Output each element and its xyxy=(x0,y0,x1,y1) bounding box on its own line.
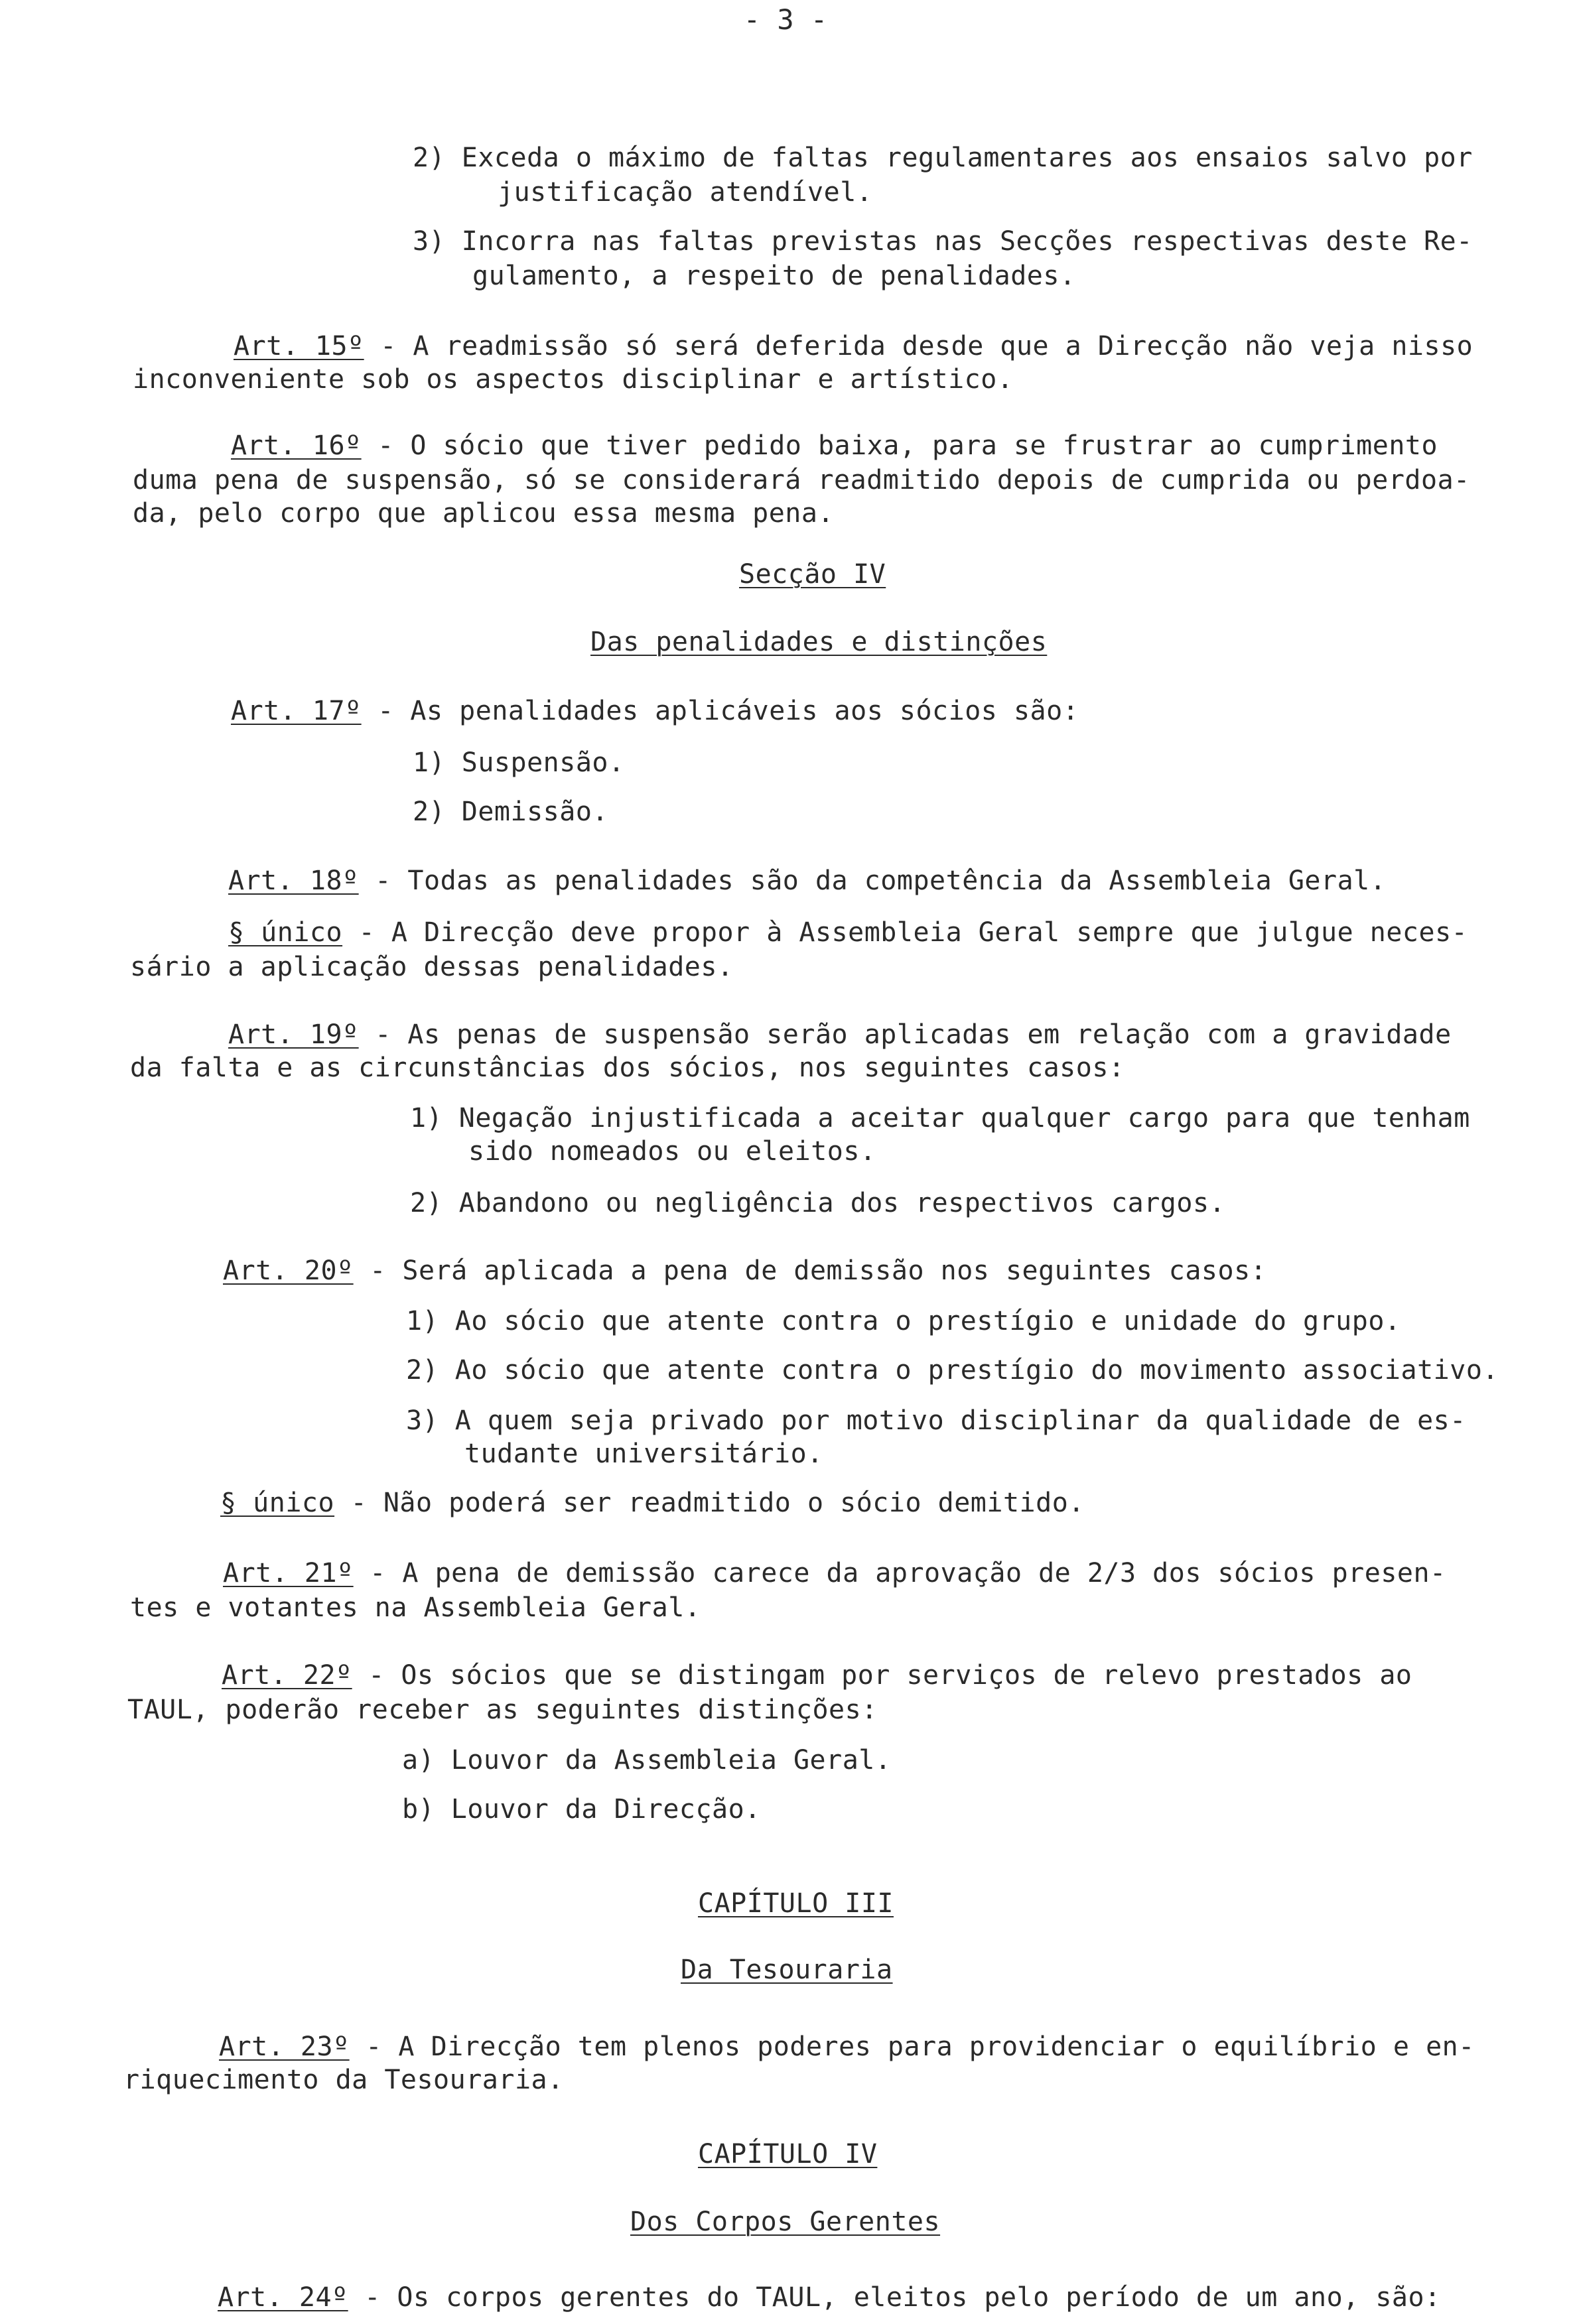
article-text: - A readmissão só será deferida desde que a Direcção não veja nisso xyxy=(364,331,1473,361)
article-15-continuation: inconveniente sob os aspectos disciplinar e artístico. xyxy=(133,364,1014,395)
article-label: Art. 21º xyxy=(223,1558,354,1588)
list-item: 3) Incorra nas faltas previstas nas Secções respectivas deste Re- xyxy=(413,226,1473,257)
article-22 xyxy=(222,1658,1412,1693)
chapter-subtitle: Dos Corpos Gerentes xyxy=(630,2207,941,2237)
chapter-title: CAPÍTULO III xyxy=(698,1888,894,1919)
list-item: b) Louvor da Direcção. xyxy=(402,1794,761,1825)
list-item: 2) Exceda o máximo de faltas regulamentares aos ensaios salvo por xyxy=(413,143,1473,173)
article-label: Art. 16º xyxy=(231,430,362,461)
article-22-continuation: TAUL, poderão receber as seguintes distinções: xyxy=(127,1695,878,1725)
article-15 xyxy=(234,329,1473,363)
article-text: - Os corpos gerentes do TAUL, eleitos pelo período de um ano, são: xyxy=(348,2282,1441,2313)
list-item: 2) Abandono ou negligência dos respectivos cargos. xyxy=(410,1188,1226,1218)
chapter-subtitle: Da Tesouraria xyxy=(681,1955,893,1985)
article-16-continuation: da, pelo corpo que aplicou essa mesma pena. xyxy=(133,498,835,529)
list-item: a) Louvor da Assembleia Geral. xyxy=(402,1745,892,1775)
list-item: 1) Negação injustificada a aceitar qualquer cargo para que tenham xyxy=(410,1103,1470,1133)
paragraph-label: § único xyxy=(220,1488,335,1518)
article-21 xyxy=(223,1556,1446,1590)
paragraph-text: - A Direcção deve propor à Assembleia Geral sempre que julgue neces- xyxy=(342,917,1468,948)
article-label: Art. 23º xyxy=(219,2032,350,2062)
list-item: 3) A quem seja privado por motivo disciplinar da qualidade de es- xyxy=(406,1405,1466,1436)
list-item-continuation: sido nomeados ou eleitos. xyxy=(468,1136,876,1167)
article-16-continuation: duma pena de suspensão, só se considerará readmitido depois de cumprida ou perdoa- xyxy=(133,465,1470,495)
section-subtitle: Das penalidades e distinções xyxy=(590,627,1048,657)
article-19 xyxy=(228,1017,1452,1052)
article-text: - As penalidades aplicáveis aos sócios são: xyxy=(361,696,1079,726)
article-label: Art. 24º xyxy=(218,2282,348,2313)
list-item-continuation: justificação atendível. xyxy=(498,177,873,208)
article-24 xyxy=(218,2280,1441,2315)
article-label: Art. 18º xyxy=(228,866,359,896)
article-label: Art. 20º xyxy=(223,1256,354,1286)
article-18-paragraph-continuation: sário a aplicação dessas penalidades. xyxy=(130,952,734,982)
paragraph-text: - Não poderá ser readmitido o sócio demitido. xyxy=(334,1488,1085,1518)
article-19-continuation: da falta e as circunstâncias dos sócios, nos seguintes casos: xyxy=(130,1053,1125,1083)
section-title: Secção IV xyxy=(739,559,886,590)
list-item: 1) Ao sócio que atente contra o prestígio e unidade do grupo. xyxy=(406,1306,1401,1336)
article-18 xyxy=(228,864,1386,898)
article-text: - A pena de demissão carece da aprovação de 2/3 dos sócios presen- xyxy=(353,1558,1446,1588)
list-item-continuation: tudante universitário. xyxy=(464,1439,823,1469)
list-item-continuation: gulamento, a respeito de penalidades. xyxy=(472,261,1076,291)
article-text: - Os sócios que se distingam por serviços de relevo prestados ao xyxy=(352,1660,1412,1691)
article-text: - O sócio que tiver pedido baixa, para se frustrar ao cumprimento xyxy=(361,430,1438,461)
page-number: - 3 - xyxy=(743,3,828,36)
list-item: 2) Demissão. xyxy=(413,797,608,827)
article-20-paragraph xyxy=(220,1486,1085,1520)
article-23 xyxy=(219,2030,1475,2064)
article-text: - A Direcção tem plenos poderes para providenciar o equilíbrio e en- xyxy=(349,2032,1475,2062)
article-text: - Todas as penalidades são da competência da Assembleia Geral. xyxy=(358,866,1387,896)
chapter-title: CAPÍTULO IV xyxy=(698,2139,878,2169)
list-item: 1) Suspensão. xyxy=(413,747,625,778)
article-20 xyxy=(223,1254,1266,1288)
article-text: - Será aplicada a pena de demissão nos seguintes casos: xyxy=(353,1256,1267,1286)
article-16 xyxy=(231,428,1438,463)
article-text: - As penas de suspensão serão aplicadas em relação com a gravidade xyxy=(358,1019,1452,1050)
article-23-continuation: riquecimento da Tesouraria. xyxy=(123,2065,564,2095)
article-label: Art. 17º xyxy=(231,696,362,726)
article-17 xyxy=(231,694,1079,728)
article-label: Art. 19º xyxy=(228,1019,359,1050)
article-label: Art. 15º xyxy=(234,331,364,361)
paragraph-label: § único xyxy=(228,917,343,948)
article-18-paragraph xyxy=(228,915,1468,950)
article-21-continuation: tes e votantes na Assembleia Geral. xyxy=(130,1592,701,1623)
list-item: 2) Ao sócio que atente contra o prestígio do movimento associativo. xyxy=(406,1355,1499,1386)
article-label: Art. 22º xyxy=(222,1660,352,1691)
